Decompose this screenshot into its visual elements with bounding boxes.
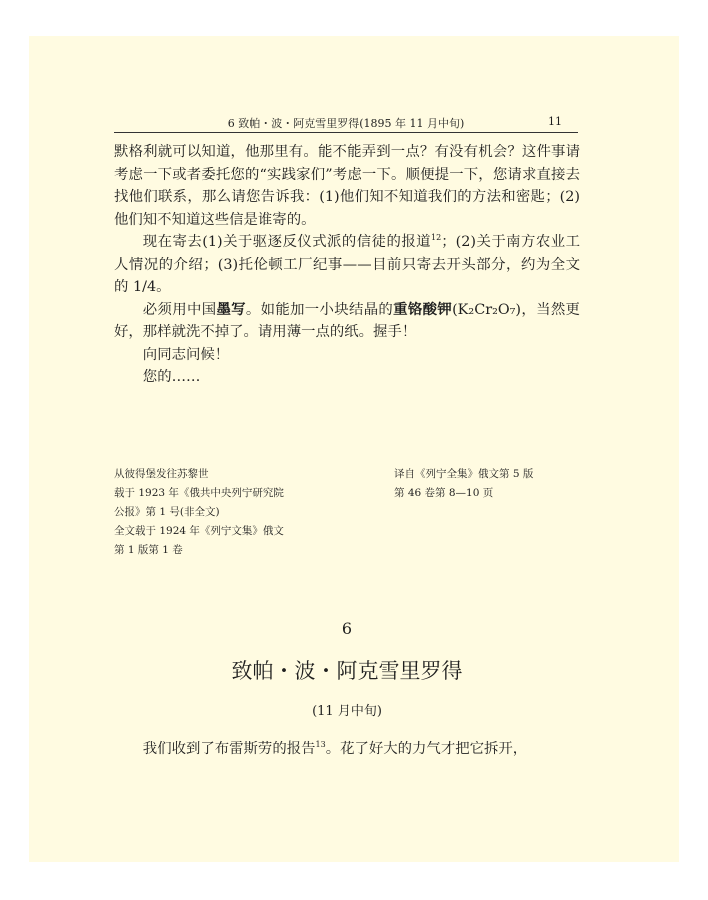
source-notes-left (114, 465, 374, 560)
source-line: 公报》第 1 号(非全文) (114, 506, 220, 518)
source-line: 第 1 版第 1 卷 (114, 544, 183, 556)
footnote-ref-12[interactable]: 12 (431, 233, 442, 243)
running-header (114, 112, 578, 133)
source-line: 载于 1923 年《俄共中央列宁研究院 (114, 487, 284, 499)
source-line: 全文载于 1924 年《列宁文集》俄文 (114, 525, 284, 537)
paragraph-1: 默格利就可以知道，他那里有。能不能弄到一点？有没有机会？这件事请考虑一下或者委托您的“实践家们”考虑一下。顺便提一下，您请求直接去找他们联系，那么请您告诉我：(1)他们知不知道我们的方法和密匙；(2)他们知不知道这些信是谁寄的。 (114, 144, 580, 228)
letter-first-line (114, 738, 580, 760)
letter-number: 6 (341, 619, 353, 638)
paragraph-2 (114, 231, 580, 299)
body-text (114, 141, 580, 389)
letter-title: 致帕・波・阿克雪里罗得 (231, 659, 463, 683)
source-line: 第 46 卷第 8—10 页 (394, 487, 494, 499)
footnote-ref-13[interactable]: 13 (315, 740, 326, 750)
source-line: 译自《列宁全集》俄文第 5 版 (394, 468, 534, 480)
letter-text-part-2: 。花了好大的力气才把它拆开， (325, 741, 528, 757)
paragraph-3-part-3: (K₂Cr₂O₇)，当然更好，那样就洗不掉了。请用薄一点的纸。握手！ (114, 301, 580, 340)
bold-term-ink: 墨写 (216, 300, 246, 318)
paragraph-3-part-2: 。如能加一小块结晶的 (245, 301, 394, 318)
source-notes-right (394, 465, 584, 503)
greeting-line: 向同志问候！ (142, 346, 230, 363)
signature-line: 您的…… (142, 369, 201, 385)
letter-text-part-1: 我们收到了布雷斯劳的报告 (142, 741, 316, 757)
paragraph-3 (114, 299, 580, 344)
paragraph-2-part-1: 现在寄去(1)关于驱逐反仪式派的信徒的报道 (142, 234, 432, 250)
source-line: 从彼得堡发往苏黎世 (114, 468, 209, 480)
running-header-title: 6 致帕・波・阿克雪里罗得(1895 年 11 月中旬) (227, 117, 465, 130)
letter-date: (11 月中旬) (312, 704, 382, 719)
bold-term-dichromate: 重铬酸钾 (393, 300, 453, 318)
paragraph-2-part-2: ；(2)关于南方农业工人情况的介绍；(3)托伦顿工厂纪事——目前只寄去开头部分，约为全文的 1/4。 (114, 234, 580, 295)
page-number: 11 (548, 115, 562, 128)
paragraph-3-part-1: 必须用中国 (142, 301, 217, 318)
